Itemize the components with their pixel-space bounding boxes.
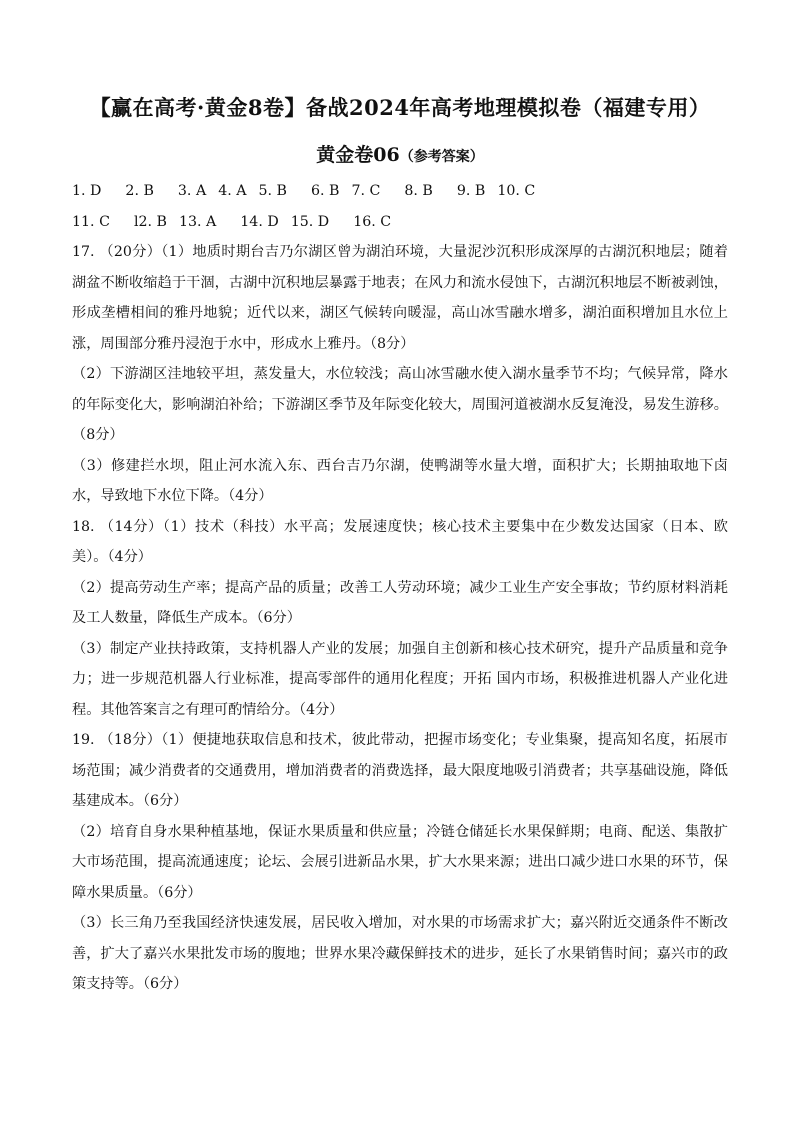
mc-answer: 10. C — [497, 183, 536, 199]
mc-answers-row-2 — [72, 207, 728, 238]
mc-answer: l2. B — [133, 213, 167, 230]
q19-part1: 19. （18分）（1）便捷地获取信息和技术，彼此带动，把握市场变化；专业集聚，提高知名度，拓展市场范围；减少消费者的交通费用，增加消费者的消费选择，最大限度地吸引消费者；共享基础设施，降低基建成本。（6分） — [72, 732, 728, 809]
mc-answer: 3. A — [177, 183, 207, 199]
mc-answer: 9. B — [456, 183, 486, 199]
q17-part2: （2）下游湖区洼地较平坦，蒸发量大，水位较浅；高山冰雪融水使入湖水量季节不均；气候异常，降水的年际变化大，影响湖泊补给；下游湖区季节及年际变化较大，周围河道被湖水反复淹没，易发生游移。（8分） — [72, 366, 728, 443]
subtitle-note: （参考答案） — [399, 149, 484, 165]
q18-part1: 18. （14分）（1）技术（科技）水平高；发展速度快；核心技术主要集中在少数发达国家（日本、欧美）。（4分） — [72, 518, 728, 565]
mc-answer: 1. D — [72, 183, 102, 199]
q19-part2: （2）培育自身水果种植基地，保证水果质量和供应量；冷链仓储延长水果保鲜期；电商、配送、集散扩大市场范围，提高流通速度；论坛、会展引进新品水果，扩大水果来源；进出口减少进口水果的环节，保障水果质量。（6分） — [72, 823, 728, 901]
document-title: 【赢在高考·黄金8卷】备战2024年高考地理模拟卷（福建专用） — [89, 95, 711, 120]
mc-answer: 11. C — [72, 213, 110, 230]
q18-part2: （2）提高劳动生产率；提高产品的质量；改善工人劳动环境；减少工业生产安全事故；节约原材料消耗及工人数量，降低生产成本。（6分） — [72, 579, 728, 626]
mc-answer: 13. A — [178, 213, 217, 230]
mc-answer: 8. B — [404, 183, 433, 199]
mc-answer: 2. B — [125, 183, 154, 199]
mc-answers-row-1 — [72, 176, 728, 207]
mc-answer: 15. D — [290, 213, 330, 230]
answer-content — [72, 176, 728, 1000]
q17-part3: （3）修建拦水坝，阻止河水流入东、西台吉乃尔湖，使鸭湖等水量大增，面积扩大；长期抽取地下卤水，导致地下水位下降。（4分） — [72, 457, 728, 504]
q19-part3: （3）长三角乃至我国经济快速发展，居民收入增加，对水果的市场需求扩大；嘉兴附近交通条件不断改善，扩大了嘉兴水果批发市场的腹地；世界水果冷藏保鲜技术的进步，延长了水果销售时间；嘉兴市的政策支持等。（6分） — [72, 915, 728, 992]
mc-answer: 4. A — [218, 183, 247, 199]
mc-answer: 16. C — [353, 213, 392, 230]
mc-answer: 5. B — [258, 183, 287, 199]
q17-part1: 17. （20分）（1）地质时期台吉乃尔湖区曾为湖泊环境，大量泥沙沉积形成深厚的古湖沉积地层；随着湖盆不断收缩趋于干涸，古湖中沉积地层暴露于地表；在风力和流水侵蚀下，古湖沉积地层不断被剥蚀，形成垄槽相间的雅丹地貌；近代以来，湖区气候转向暖湿，高山冰雪融水增多，湖泊面积增加且水位上涨，周围部分雅丹浸泡于水中，形成水上雅丹。（8分） — [72, 244, 728, 352]
subtitle-main: 黄金卷06 — [316, 144, 400, 166]
mc-answer: 14. D — [240, 213, 279, 230]
document-subtitle — [0, 140, 800, 167]
q18-part3: （3）制定产业扶持政策，支持机器人产业的发展；加强自主创新和核心技术研究，提升产品质量和竞争力；进一步规范机器人行业标准，提高零部件的通用化程度；开拓 国内市场，积极推进机器人产业化进程。其他答案言之有理可酌情给分。（4分） — [72, 640, 728, 718]
mc-answer: 6. B — [310, 183, 340, 199]
mc-answer: 7. C — [351, 183, 381, 199]
